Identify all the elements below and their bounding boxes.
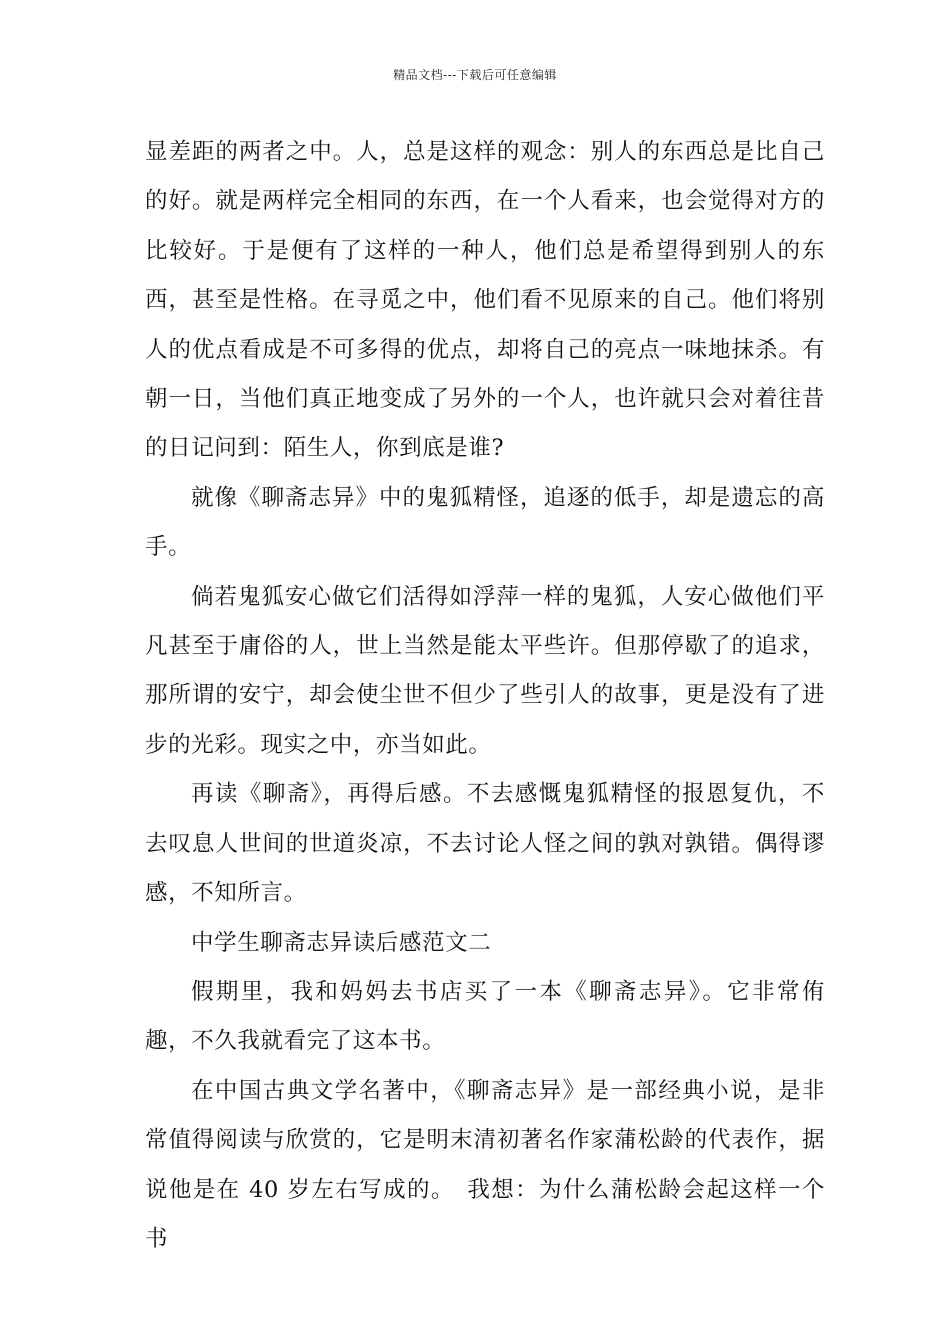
paragraph: 再读《聊斋》，再得后感。不去感慨鬼狐精怪的报恩复仇，不去叹息人世间的世道炎凉，不去讨论人怪之间的孰对孰错。偶得谬感，不知所言。 <box>145 781 825 907</box>
paragraph: 假期里，我和妈妈去书店买了一本《聊斋志异》。它非常侑趣，不久我就看完了这本书。 <box>145 978 825 1055</box>
document-body <box>145 128 825 1264</box>
page-header: 精品文档---下载后可任意编辑 <box>393 68 557 82</box>
paragraph: 显差距的两者之中。人，总是这样的观念：别人的东西总是比自己的好。就是两样完全相同的东西，在一个人看来，也会觉得对方的比较好。于是便有了这样的一种人，他们总是希望得到别人的东西，甚至是性格。在寻觅之中，他们看不见原来的自己。他们将别人的优点看成是不可多得的优点，却将自己的亮点一味地抹杀。有朝一日，当他们真正地变成了另外的一个人，也许就只会对着往昔的日记问到：陌生人，你到底是谁? <box>145 139 825 462</box>
section-heading: 中学生聊斋志异读后感范文二 <box>191 929 492 956</box>
paragraph: 倘若鬼狐安心做它们活得如浮萍一样的鬼狐，人安心做他们平凡甚至于庸俗的人，世上当然是能太平些许。但那停歇了的追求，那所谓的安宁，却会使尘世不但少了些引人的故事，更是没有了进步的光彩。现实之中，亦当如此。 <box>145 583 825 758</box>
paragraph: 就像《聊斋志异》中的鬼狐精怪，追逐的低手，却是遗忘的高手。 <box>145 484 825 561</box>
paragraph: 在中国古典文学名著中，《聊斋志异》是一部经典小说，是非常值得阅读与欣赏的，它是明末清初著名作家蒲松龄的代表作，据说他是在 40 岁左右写成的。 我想：为什么蒲松龄会起这样一个书 <box>145 1077 825 1252</box>
